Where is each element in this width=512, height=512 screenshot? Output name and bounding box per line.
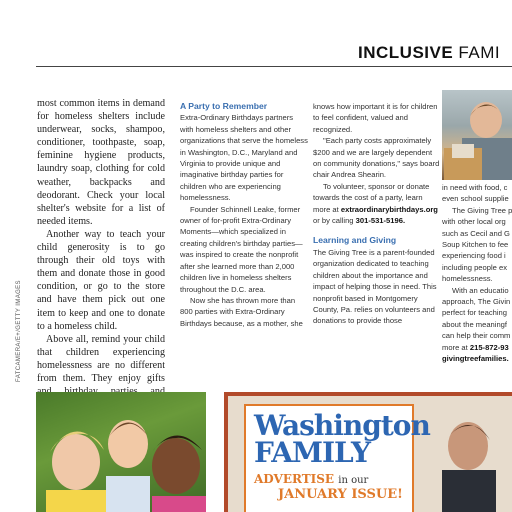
- learning-heading: Learning and Giving: [313, 235, 397, 246]
- col2-paragraph-3: Now she has thrown more than 800 parties with Extra-Ordinary Birthdays because, as a mother, she: [180, 295, 303, 328]
- section-header-light: FAMI: [458, 43, 501, 62]
- col4-line: homelessness.: [442, 274, 493, 284]
- col4-line: in need with food, c: [442, 183, 508, 192]
- col3-paragraph-3: To volunteer, sponsor or donate towards the cost of a party, learn more at extraordinarybirthdays.org or by calling 301-531-5196.: [313, 181, 438, 226]
- section-header-bold: INCLUSIVE: [358, 43, 454, 62]
- column-1: [37, 97, 165, 437]
- col1-paragraph-2: Another way to teach your child generosity is to go through their old toys with them and donate those in good condition, or go to the store and have them pick out one item to keep and one to donate to a homeless child.: [37, 228, 165, 332]
- col4-line: such as Cecil and G: [442, 228, 510, 238]
- col4-line: With an educatio: [452, 285, 509, 295]
- col3-paragraph-1: knows how important it is for children to feel confident, valued and recognized.: [313, 102, 438, 134]
- ad-advertise-line: [254, 472, 368, 486]
- col4-more-at: more at: [442, 342, 468, 352]
- child-photo: [442, 90, 512, 180]
- col2-paragraph-1: Extra-Ordinary Birthdays partners with homeless shelters and other organizations that serve the homeless in Washington, D.C., Maryland and Virginia to provide unique and imaginative birthday parties for children who are experiencing homelessness.: [180, 113, 308, 203]
- ad-in-our: in our: [338, 475, 369, 486]
- ad-logo-line-2: FAMILY: [254, 436, 370, 469]
- party-heading: A Party to Remember: [180, 101, 268, 111]
- photo-credit: FATCAMERA/E+/GETTY IMAGES: [16, 280, 22, 382]
- col4-line: including people ex: [442, 262, 508, 272]
- ad-issue: JANUARY ISSUE!: [278, 487, 403, 502]
- column-3: [313, 101, 441, 327]
- col2-paragraph-2: Founder Schinnell Leake, former owner of for-profit Extra-Ordinary Moments—which specialized in creating children's birthday parties—was inspired to create the nonprofit after she learned more than 2,000 children live in homeless shelters throughout the D.C. area.: [180, 204, 303, 294]
- col4-line: approach, The Givin: [442, 297, 511, 307]
- ad-advertise: ADVERTISE: [254, 472, 335, 486]
- section-header: [358, 43, 512, 63]
- children-photo-illustration: [36, 392, 206, 512]
- col3-paragraph-3-calling: or by calling: [313, 216, 354, 226]
- giving-tree-link[interactable]: givingtreefamilies.: [442, 354, 509, 364]
- col4-line: about the meaningf: [442, 319, 508, 329]
- col4-line: The Giving Tree p: [452, 205, 512, 215]
- col1-paragraph-1: most common items in demand for homeless shelters include underwear, socks, shampoo, conditioner, toothpaste, soap, feminine hygiene products, laundry soap, clothing for cold weather, backpacks and deodorant. Check your local shelter's website for a list of needed items.: [37, 98, 165, 227]
- col3-paragraph-4: The Giving Tree is a parent-founded organization dedicated to teaching children about the importance and impact of helping those in need. This nonprofit based in Montgomery County, Pa. relies on volunteers and donations to provide those: [313, 247, 437, 326]
- col4-line: [442, 342, 512, 353]
- extraordinary-link[interactable]: extraordinarybirthdays.org: [340, 204, 438, 214]
- col4-line: can help their comm: [442, 331, 511, 341]
- col1-paragraph-3-text: Above all, remind your child that children experiencing homelessness are no different from them. They enjoy gifts: [37, 333, 165, 384]
- column-4: [442, 182, 512, 365]
- header-rule: [36, 66, 512, 67]
- column-2: [180, 101, 308, 329]
- ad-logo: [254, 409, 430, 469]
- giving-tree-phone: 215-872-93: [469, 342, 509, 352]
- col4-line: Soup Kitchen to fee: [442, 240, 509, 250]
- children-photo: [36, 392, 206, 512]
- col4-line: experiencing food i: [442, 251, 506, 261]
- ad-logo-line-1: Washington: [254, 409, 430, 442]
- col3-paragraph-2: "Each party costs approximately $200 and we are largely dependent on community donations," says board chair Andrea Shearin.: [313, 136, 440, 180]
- child-photo-illustration: [442, 90, 512, 180]
- advertisement[interactable]: [224, 392, 512, 512]
- col4-line: perfect for teaching: [442, 308, 508, 318]
- col3-paragraph-3-text: To volunteer, sponsor or donate towards the cost of a party, learn more at: [313, 181, 430, 214]
- col4-line: with other local org: [442, 217, 506, 227]
- col4-line: even school supplie: [442, 194, 509, 204]
- phone-number: 301-531-5196: [355, 216, 403, 226]
